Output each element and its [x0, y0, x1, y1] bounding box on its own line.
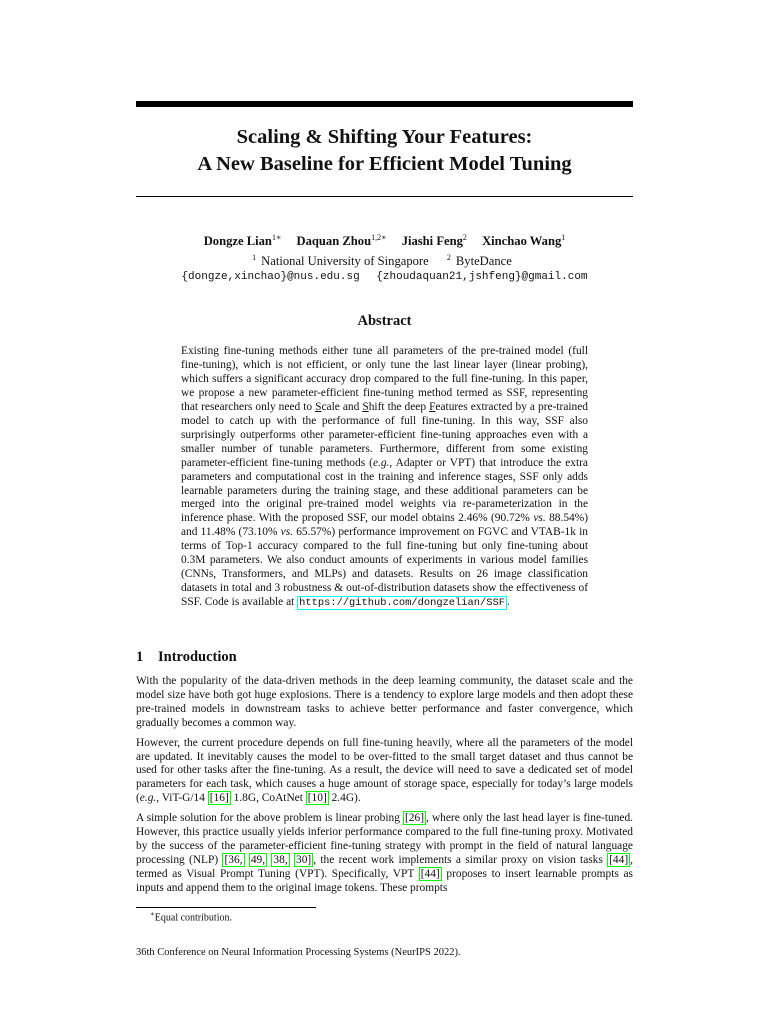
footnote-rule: [136, 907, 316, 908]
title-line-2: A New Baseline for Efficient Model Tuning: [197, 153, 572, 175]
author-names: [136, 230, 633, 249]
paragraph-2: However, the current procedure depends on full fine-tuning heavily, where all the parameters of the model are updated. It inevitably causes the model to be over-fitted to the small target dataset and thus cannot be used for other tasks after the fine-tuning. As a result, the device will need to save a dedicated set of model parameters for each task, which causes a huge amount of storage space, especially for today’s large models (e.g., ViT-G/14 [16] 1.8G, CoAtNet [10] 2.4G).: [136, 736, 633, 805]
code-link[interactable]: https://github.com/dongzelian/SSF: [299, 597, 505, 610]
email-1: {dongze,xinchao}@nus.edu.sg: [181, 271, 360, 284]
paragraph-1: With the popularity of the data-driven methods in the deep learning community, the dataset scale and the model size have both got huge explosions. There is a tendency to explore large models and then adopt these pre-trained models in downstream tasks to achieve better performance and faster convergence, which gradually becomes a common way.: [136, 675, 633, 729]
author-block: [136, 230, 633, 285]
affiliation-1: $^1$ National University of Singapore: [252, 253, 429, 269]
citation-link[interactable]: [16]: [209, 792, 229, 805]
section-number: 1: [136, 649, 144, 665]
title-line-1: Scaling & Shifting Your Features:: [236, 126, 533, 148]
conference-note: 36th Conference on Neural Information Processing Systems (NeurIPS 2022).: [136, 947, 461, 958]
title-bottom-rule: [136, 196, 633, 197]
author-3: Jiashi Feng$^2$: [401, 233, 467, 249]
email-2: {zhoudaquan21,jshfeng}@gmail.com: [376, 271, 588, 284]
affiliations: [136, 250, 633, 269]
citation-link[interactable]: 49,: [250, 853, 266, 866]
author-emails: [136, 269, 633, 285]
abstract-heading: Abstract: [357, 313, 412, 329]
abstract-body: Existing fine-tuning methods either tune all parameters of the pre-trained model (full fine-tuning), which is not efficient, or only tune the last linear layer (linear probing), which suffers a significant accuracy drop compared to the full fine-tuning. In this paper, we propose a new parameter-efficient fine-tuning method termed as SSF, representing that researchers only need to Scale and Shift the deep Features extracted by a pre-trained model to catch up with the performance of full fine-tuning. In this way, SSF also surprisingly outperforms other parameter-efficient fine-tuning approaches even with a smaller number of tunable parameters. Furthermore, different from some existing parameter-efficient fine-tuning methods (e.g., Adapter or VPT) that introduce the extra parameters and computational cost in the training and inference stages, SSF only adds learnable parameters during the training stage, and these additional parameters can be merged into the original pre-trained model weights via re-parameterization in the inference phase. With the proposed SSF, our model obtains 2.46% (90.72% vs. 88.54%) and 11.48% (73.10% vs. 65.57%) performance improvement on FGVC and VTAB-1k in terms of Top-1 accuracy compared to the full fine-tuning but only fine-tuning about 0.3M parameters. We also conduct amounts of experiments in various model families (CNNs, Transformers, and MLPs) and datasets. Results on 26 image classification datasets in total and 3 robustness & out-of-distribution datasets show the effectiveness of SSF. Code is available at https://github.com/dongzelian/SSF .: [181, 345, 588, 610]
section-title: Introduction: [158, 649, 237, 665]
citation-link[interactable]: 30]: [296, 853, 312, 866]
affiliation-2: $^2$ ByteDance: [446, 253, 512, 269]
citation-link[interactable]: [36,: [224, 853, 243, 866]
introduction-body: [136, 675, 633, 902]
paragraph-3: A simple solution for the above problem is linear probing [26] , where only the last head layer is fine-tuned. However, this practice usually yields inferior performance compared to the full fine-tuning proxy. Motivated by the success of the parameter-efficient fine-tuning strategy with prompt in the field of natural language processing (NLP) [36, 49, 38, 30] , the recent work implements a similar proxy on vision tasks [44] , termed as Visual Prompt Tuning (VPT). Specifically, VPT [44] proposes to insert learnable prompts as inputs and append them to the original image tokens. These prompts: [136, 812, 633, 894]
citation-link[interactable]: [44]: [420, 867, 440, 880]
section-heading-introduction: [136, 649, 237, 666]
citation-link[interactable]: [26]: [405, 812, 424, 825]
author-4: Xinchao Wang$^1$: [482, 233, 566, 249]
title-top-rule: [136, 101, 633, 107]
citation-link[interactable]: 38,: [273, 853, 288, 866]
citation-link[interactable]: [10]: [307, 792, 327, 805]
author-2: Daquan Zhou$^{1,2∗}$: [296, 233, 387, 249]
citation-link[interactable]: [44]: [609, 853, 629, 866]
author-1: Dongze Lian$^{1∗}$: [203, 233, 282, 249]
paper-title: [136, 124, 633, 178]
footnote: ∗Equal contribution.: [150, 910, 232, 924]
